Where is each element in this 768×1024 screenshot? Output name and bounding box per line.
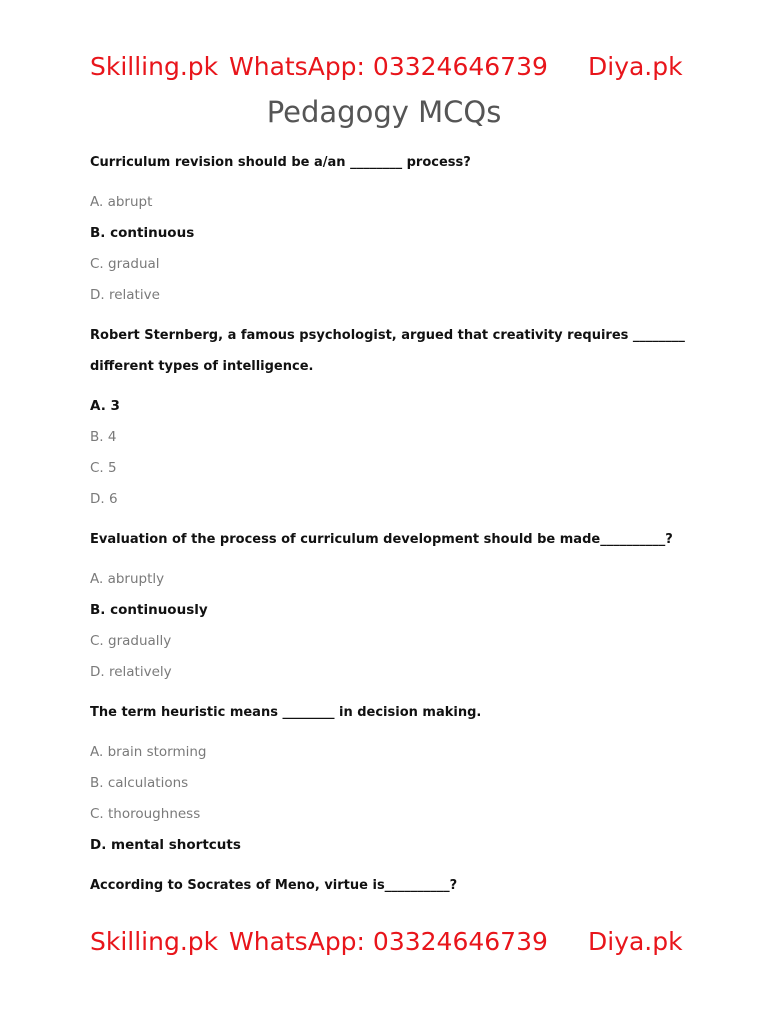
banner-site-left: Skilling.pk [90,927,219,956]
question-block [90,697,690,861]
correct-option: A. 3 [90,398,120,414]
correct-option: D. mental shortcuts [90,837,241,853]
option-list [90,187,690,311]
question-text: Robert Sternberg, a famous psychologist, argued that creativity requires ________ different types of intelligence. [90,328,685,374]
question-text: Curriculum revision should be a/an ________ process? [90,155,471,170]
page-title: Pedagogy MCQs [266,95,502,129]
answer-option: C. gradual [90,256,160,272]
banner-site-left: Skilling.pk [90,52,219,81]
footer-banner [0,922,768,962]
question-block [90,320,690,515]
answer-option: D. relative [90,287,160,303]
answer-option: C. gradually [90,633,172,649]
banner-whatsapp: WhatsApp: 03324646739 [229,52,548,81]
header-banner [0,47,768,87]
banner-site-right: Diya.pk [588,927,683,956]
answer-option: D. relatively [90,664,172,680]
mcq-list [90,147,690,910]
answer-option: B. calculations [90,775,189,791]
question-text: Evaluation of the process of curriculum development should be made__________? [90,532,673,547]
banner-site-right: Diya.pk [588,52,683,81]
answer-option: C. 5 [90,460,117,476]
banner-whatsapp: WhatsApp: 03324646739 [229,927,548,956]
answer-option: A. brain storming [90,744,207,760]
answer-option: D. 6 [90,491,118,507]
question-block [90,147,690,311]
question-block [90,870,690,901]
option-list [90,564,690,688]
option-list [90,391,690,515]
answer-option: A. abrupt [90,194,153,210]
question-block [90,524,690,688]
option-list [90,737,690,861]
question-text: According to Socrates of Meno, virtue is__________? [90,878,458,893]
question-text: The term heuristic means ________ in decision making. [90,705,482,720]
answer-option: C. thoroughness [90,806,201,822]
answer-option: A. abruptly [90,571,165,587]
correct-option: B. continuous [90,225,195,241]
correct-option: B. continuously [90,602,208,618]
answer-option: B. 4 [90,429,117,445]
